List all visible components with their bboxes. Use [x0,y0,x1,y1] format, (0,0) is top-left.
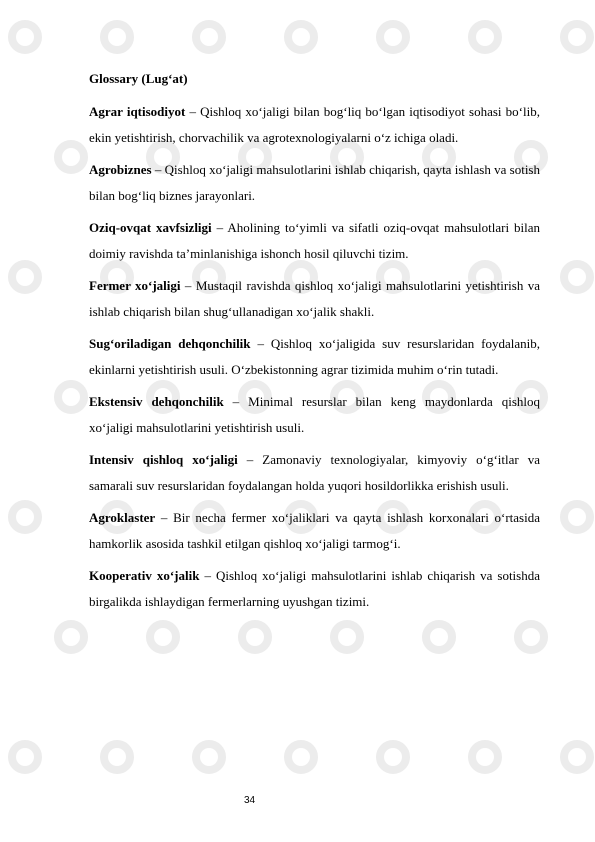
glossary-term: Agrobiznes [89,162,152,177]
glossary-entry [89,215,540,266]
watermark-ring [560,500,594,534]
watermark-ring [100,20,134,54]
glossary-definition: – Qishloq xo‘jaligi mahsulotlarini ishlab chiqarish va sotishda birgalikda ishlaydigan fermerlarning uyushgan tizimi. [89,568,540,609]
glossary-entry [89,99,540,150]
glossary-definition: – Mustaqil ravishda qishloq xo‘jaligi mahsulotlarini yetishtirish va ishlab chiqarish bilan shug‘ullanadigan xo‘jalik shakli. [89,278,540,319]
watermark-ring [422,620,456,654]
watermark-ring [192,20,226,54]
watermark-ring [284,740,318,774]
glossary-entry [89,447,540,498]
watermark-ring [376,740,410,774]
glossary-entry [89,563,540,614]
glossary-term: Intensiv qishloq xo‘jaligi [89,452,238,467]
watermark-ring [54,620,88,654]
glossary-term: Agroklaster [89,510,156,525]
glossary-term: Ekstensiv dehqonchilik [89,394,224,409]
glossary-definition: – Qishloq xo‘jaligi mahsulotlarini ishlab chiqarish, qayta ishlash va sotish bilan bog‘liq biznes jarayonlari. [89,162,540,203]
glossary-entry [89,505,540,556]
watermark-ring [560,740,594,774]
watermark-ring [284,20,318,54]
glossary-entry [89,331,540,382]
glossary-entry [89,389,540,440]
watermark-ring [468,740,502,774]
watermark-ring [560,20,594,54]
glossary-definition: – Zamonaviy texnologiyalar, kimyoviy o‘g‘itlar va samarali suv resurslaridan foydalangan holda yuqori hosildorlikka erishish usuli. [89,452,540,493]
glossary-definition: – Minimal resurslar bilan keng maydonlarda qishloq xo‘jaligi mahsulotlarini yetishtirish usuli. [89,394,540,435]
watermark-ring [238,620,272,654]
glossary-term: Kooperativ xo‘jalik [89,568,200,583]
watermark-ring [54,140,88,174]
glossary-term: Sug‘oriladigan dehqonchilik [89,336,251,351]
glossary-definition: – Bir necha fermer xo‘jaliklari va qayta ishlash korxonalari o‘rtasida hamkorlik asosida tashkil etilgan qishloq xo‘jaligi tarmog‘i. [89,510,540,551]
watermark-ring [560,260,594,294]
watermark-ring [330,620,364,654]
glossary-term: Oziq-ovqat xavfsizligi [89,220,212,235]
watermark-ring [8,20,42,54]
watermark-ring [468,20,502,54]
watermark-ring [514,620,548,654]
watermark-ring [100,740,134,774]
glossary-title: Glossary (Lug‘at) [89,71,188,86]
watermark-ring [376,20,410,54]
glossary-page [89,66,540,621]
glossary-definition: – Qishloq xo‘jaligi bilan bog‘liq bo‘lgan iqtisodiyot sohasi bo‘lib, ekin yetishtirish, chorvachilik va agrotexnologiyalarni o‘z ichiga oladi. [89,104,540,145]
watermark-ring [54,380,88,414]
watermark-ring [8,500,42,534]
glossary-entry [89,273,540,324]
glossary-term: Agrar iqtisodiyot [89,104,186,119]
page-number: 34 [244,795,256,806]
watermark-ring [192,740,226,774]
watermark-ring [8,260,42,294]
glossary-definition: – Qishloq xo‘jaligida suv resurslaridan foydalanib, ekinlarni yetishtirish usuli. O‘zbekistonning agrar tizimida muhim o‘rin tutadi. [89,336,540,377]
glossary-definition: – Aholining to‘yimli va sifatli oziq-ovqat mahsulotlari bilan doimiy ravishda ta’minlanishiga ishonch hosil qiluvchi tizim. [89,220,540,261]
watermark-ring [8,740,42,774]
watermark-ring [146,620,180,654]
glossary-term: Fermer xo‘jaligi [89,278,181,293]
glossary-entry [89,157,540,208]
